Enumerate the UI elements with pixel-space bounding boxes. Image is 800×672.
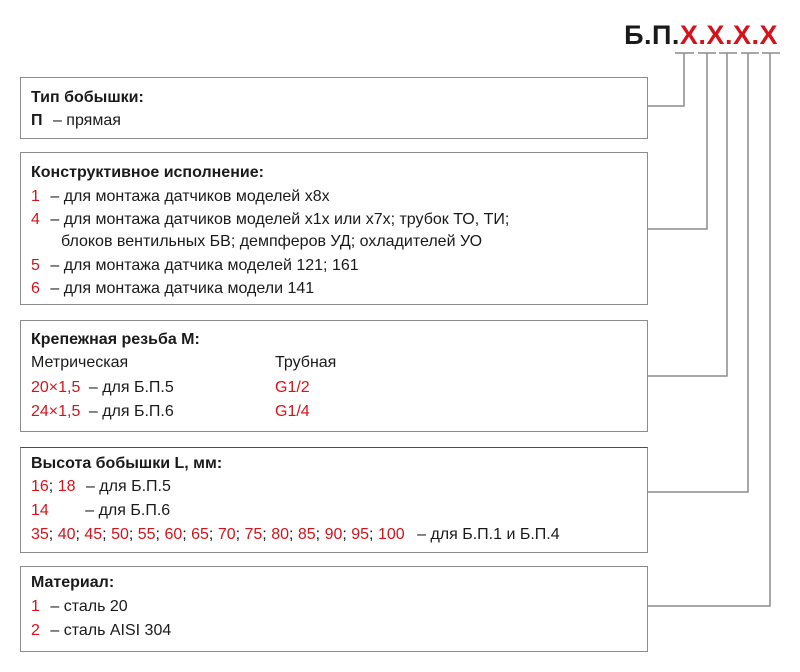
item-text: – для монтажа датчика моделей 121; 161 <box>50 257 359 274</box>
connector-height <box>648 53 748 492</box>
height-value: 55 <box>137 526 156 543</box>
value-separator: ; <box>262 526 272 543</box>
item-text: – для монтажа датчиков моделей х8х <box>50 188 330 205</box>
height-value: 65 <box>191 526 209 543</box>
height-values-list <box>31 526 405 543</box>
list-item <box>31 503 170 519</box>
height-value: 95 <box>351 526 370 543</box>
value-separator: ; <box>208 526 218 543</box>
item-text: – прямая <box>52 112 121 129</box>
value-separator: ; <box>182 526 192 543</box>
value-separator: ; <box>288 526 298 543</box>
item-text: – сталь 20 <box>50 598 128 615</box>
height-value: 18 <box>57 478 76 495</box>
row-text: – для Б.П.6 <box>88 403 174 420</box>
column-pipe-header: Трубная <box>275 354 337 371</box>
height-value: 60 <box>164 526 183 543</box>
code-dot-1: . <box>698 20 707 50</box>
row-text: – для Б.П.1 и Б.П.4 <box>417 526 560 543</box>
code-dot-2: . <box>724 20 733 50</box>
item-key: 6 <box>31 280 40 297</box>
list-item <box>31 281 314 297</box>
item-key: 5 <box>31 257 40 274</box>
connector-thread <box>648 53 727 376</box>
section-type <box>20 77 648 139</box>
pipe-value: G1/4 <box>275 403 310 420</box>
list-item <box>31 189 330 205</box>
value-separator: ; <box>102 526 112 543</box>
height-value: 16 <box>31 478 49 495</box>
table-row <box>31 380 174 396</box>
value-separator: ; <box>48 526 58 543</box>
metric-value: 20×1,5 <box>31 379 81 396</box>
value-separator: ; <box>369 526 378 543</box>
height-value: 50 <box>111 526 129 543</box>
item-key: П <box>31 112 43 129</box>
height-value: 70 <box>217 526 236 543</box>
code-pos-1: X <box>679 20 699 50</box>
row-text: – для Б.П.6 <box>85 502 171 519</box>
metric-value: 24×1,5 <box>31 403 81 420</box>
value-separator: ; <box>315 526 325 543</box>
list-item <box>31 527 560 543</box>
value-separator: ; <box>235 526 245 543</box>
column-metric-header: Метрическая <box>31 354 129 371</box>
value-separator: ; <box>128 526 138 543</box>
code-pos-2: X <box>706 20 725 50</box>
item-key: 4 <box>31 211 40 228</box>
item-key: 2 <box>31 622 40 639</box>
section-material-title: Материал: <box>31 574 115 591</box>
list-item <box>31 623 171 639</box>
row-text: – для Б.П.5 <box>85 478 171 495</box>
value-separator: ; <box>155 526 165 543</box>
section-type-title: Тип бобышки: <box>31 89 144 106</box>
connector-design <box>648 53 707 229</box>
height-value: 80 <box>271 526 289 543</box>
code-dot-3: . <box>751 20 760 50</box>
product-code <box>624 20 778 51</box>
list-item <box>31 599 128 615</box>
code-pos-4: X <box>759 20 778 50</box>
height-value: 100 <box>377 526 405 543</box>
row-text: – для Б.П.5 <box>88 379 174 396</box>
item-text: – для монтажа датчика модели 141 <box>50 280 315 297</box>
height-value: 35 <box>31 526 49 543</box>
list-item <box>31 113 121 129</box>
height-value: 14 <box>31 502 49 519</box>
table-row <box>31 404 174 420</box>
section-height-title: Высота бобышки L, мм: <box>31 455 223 472</box>
list-item <box>31 258 359 274</box>
item-text: – для монтажа датчиков моделей х1х или х7х; трубок ТО, ТИ; <box>50 211 510 228</box>
pipe-value: G1/2 <box>275 379 310 396</box>
section-design-title: Конструктивное исполнение: <box>31 164 264 181</box>
list-item <box>31 212 509 228</box>
value-separator: ; <box>342 526 352 543</box>
item-key: 1 <box>31 598 40 615</box>
item-key: 1 <box>31 188 40 205</box>
list-item <box>31 479 171 495</box>
height-value: 45 <box>84 526 103 543</box>
item-text-continued: блоков вентильных БВ; демпферов УД; охладителей УО <box>61 233 483 250</box>
connector-material <box>648 53 770 606</box>
connector-type <box>648 53 684 106</box>
code-prefix: Б.П. <box>624 20 680 50</box>
section-thread-title: Крепежная резьба М: <box>31 331 200 348</box>
height-value: 75 <box>244 526 263 543</box>
item-text: – сталь AISI 304 <box>50 622 172 639</box>
height-value: 85 <box>297 526 316 543</box>
code-pos-3: X <box>732 20 752 50</box>
value-separator: ; <box>75 526 85 543</box>
height-value: 90 <box>324 526 343 543</box>
value-separator: ; <box>48 478 54 495</box>
height-value: 40 <box>57 526 76 543</box>
